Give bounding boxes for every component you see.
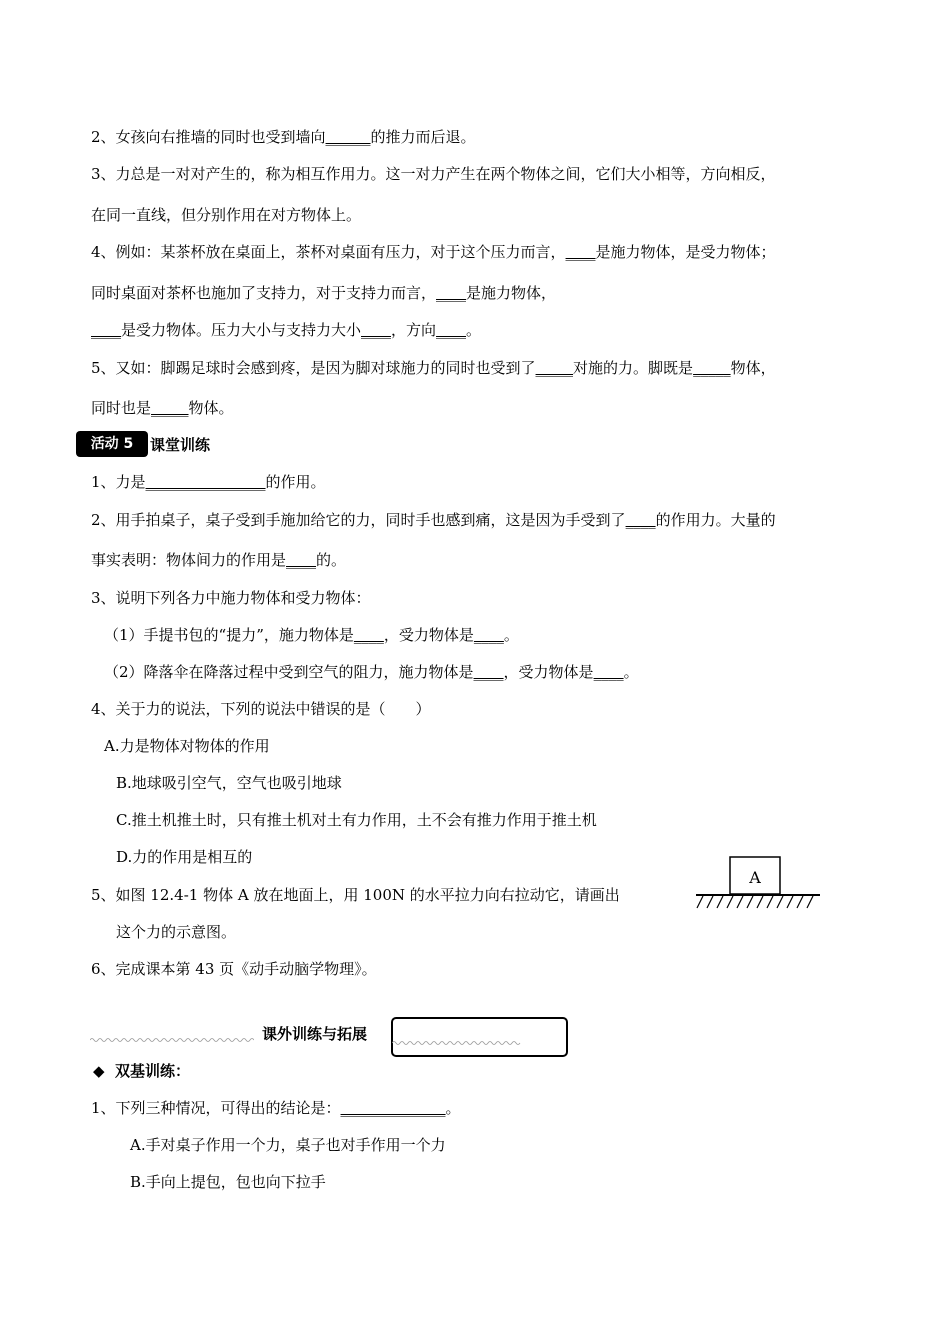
question-3: 3、说明下列各力中施力物体和受力物体：: [91, 589, 371, 607]
item-5-line-1: 5、又如：脚踢足球时会感到疼，是因为脚对球施力的同时也受到了_____对施的力。脚既是_____物体，: [91, 359, 776, 377]
decorative-wave-right: [392, 1040, 522, 1046]
item-4-line-1: 4、例如：某茶杯放在桌面上，茶杯对桌面有压力，对于这个压力而言，____是施力物体，是受力物体；: [91, 243, 776, 261]
exercise-1-option-b: B.手向上提包，包也向下拉手: [130, 1173, 326, 1191]
item-3-line-2: 在同一直线，但分别作用在对方物体上。: [91, 206, 362, 224]
exercise-1: 1、下列三种情况，可得出的结论是：______________。: [91, 1099, 461, 1117]
activity-title: 课堂训练: [150, 436, 211, 454]
question-4-option-b: B.地球吸引空气，空气也吸引地球: [116, 774, 342, 792]
activity-badge: 活动 5: [76, 431, 148, 457]
ground-hatching: [697, 896, 813, 908]
diamond-bullet-icon: ◆: [93, 1062, 105, 1080]
question-5-line-1: 5、如图 12.4-1 物体 A 放在地面上，用 100N 的水平拉力向右拉动它，请画出: [91, 886, 620, 904]
question-2-line-1: 2、用手拍桌子，桌子受到手施加给它的力，同时手也感到痛，这是因为手受到了____的作用力。大量的: [91, 511, 776, 529]
question-3-part-2: （2）降落伞在降落过程中受到空气的阻力，施力物体是____，受力物体是____。: [104, 663, 639, 681]
question-4-option-d: D.力的作用是相互的: [116, 848, 253, 866]
question-6: 6、完成课本第 43 页《动手动脑学物理》。: [91, 960, 377, 978]
question-4-option-a: A.力是物体对物体的作用: [104, 737, 270, 755]
exercise-1-option-a: A.手对桌子作用一个力，桌子也对手作用一个力: [130, 1136, 446, 1154]
decorative-wave-left: [90, 1037, 254, 1043]
item-4-line-3: ____是受力物体。压力大小与支持力大小____，方向____。: [91, 321, 482, 339]
question-1: 1、力是________________的作用。: [91, 473, 326, 491]
section-title-box: [391, 1017, 568, 1057]
item-3-line-1: 3、力总是一对对产生的，称为相互作用力。这一对力产生在两个物体之间，它们大小相等，方向相反，: [91, 165, 776, 183]
question-2-line-2: 事实表明：物体间力的作用是____的。: [91, 551, 347, 569]
section-title: 课外训练与拓展: [262, 1025, 368, 1043]
item-5-line-2: 同时也是_____物体。: [91, 399, 234, 417]
question-4-option-c: C.推土机推土时，只有推土机对土有力作用，土不会有推力作用于推土机: [116, 811, 597, 829]
question-4: 4、关于力的说法，下列的说法中错误的是（ ）: [91, 700, 431, 718]
item-4-line-2: 同时桌面对茶杯也施加了支持力，对于支持力而言，____是施力物体，: [91, 284, 557, 302]
block-on-ground-figure: [690, 850, 830, 914]
item-2: 2、女孩向右推墙的同时也受到墙向______的推力而后退。: [91, 128, 476, 146]
question-3-part-1: （1）手提书包的“提力”，施力物体是____，受力物体是____。: [104, 626, 519, 644]
block-label: A: [749, 868, 761, 887]
subsection-heading: ◆ 双基训练：: [93, 1062, 191, 1080]
question-5-line-2: 这个力的示意图。: [116, 923, 237, 941]
